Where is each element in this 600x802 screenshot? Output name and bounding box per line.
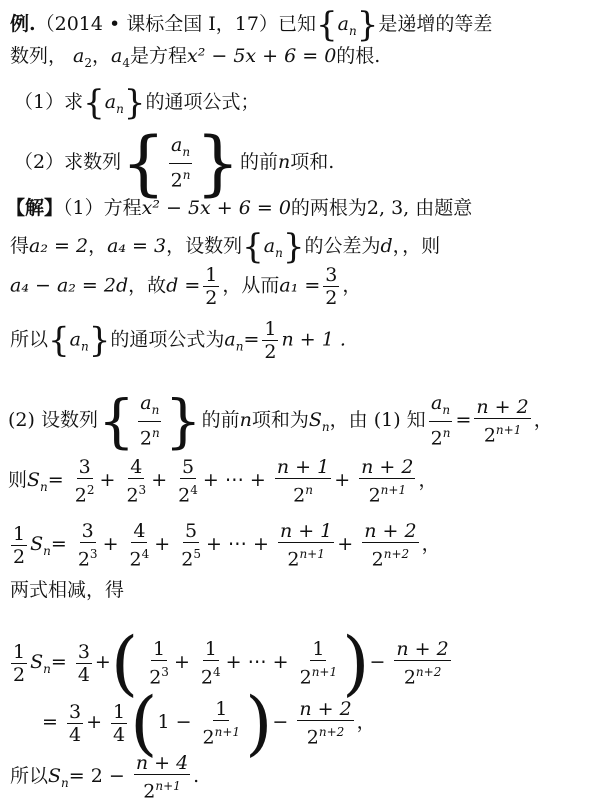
fraction: $\frac{3}{2^2}$ (74, 456, 95, 507)
fraction: $\frac{1}{2^4}$ (200, 637, 221, 689)
fraction: $\frac{n + 4}{2^{n+1}}$ (135, 752, 189, 802)
fraction: $\frac{a_n}{2^n}$ (139, 392, 160, 450)
problem-line-1: 例.（2014 • 课标全国 I，17）已知$\{a_n\}$是递增的等差 (10, 5, 493, 45)
solution-line-3: a₄ − a₂ = 2d，故d = $\frac{1}{2}$ ，从而a₁ = $\frac{3}{2}$ ， (10, 264, 362, 309)
solution-line-10: = $\frac{3}{4}$ + $\frac{1}{4}$ (1 − $\frac{1}{2^{n+1}}$ )− $\frac{n + 2}{2^{n+2}}$ ， (42, 682, 376, 764)
problem-source: （2014 • 课标全国 I，17） (35, 13, 278, 35)
fraction: $\frac{1}{2^{n+1}}$ (299, 637, 338, 689)
solution-line-2: 得a₂ = 2，a₄ = 3，设数列$\{a_n\}$的公差为d，，则 (10, 227, 441, 267)
solution-line-4: 所以$\{a_n\}$的通项公式为$a_n=$ $\frac{1}{2}$ n + 1 . (10, 318, 346, 363)
fraction: $\frac{n + 2}{2^{n+2}}$ (299, 697, 352, 749)
fraction: $\frac{a_n}{2^n}$ (430, 392, 451, 450)
fraction: $\frac{n + 2}{2^{n+1}}$ (361, 456, 414, 507)
fraction: $\frac{1}{2}$ (205, 264, 218, 309)
example-label: 例. (10, 13, 36, 35)
solution-line-5: (2) 设数列{ $\frac{a_n}{2^n}$ }的前n项和为$S_n$，由 (1) 知 $\frac{a_n}{2^n}$ = $\frac{n + 2}{2^{n+1}}$ ， (8, 387, 553, 455)
solution-tag: 【解】 (6, 197, 64, 219)
question-1: （1）求$\{a_n\}$的通项公式； (14, 83, 260, 123)
solution-line-7: $\frac{1}{2}$ $S_n=$ $\frac{3}{2^3}$ + $\frac{4}{2^4}$ + $\frac{5}{2^5}$ + ⋯ + $\frac{n + 1}{2^{n+1}}$ + $\frac{n + 2}{2^{n+2}}$ ， (13, 520, 441, 571)
fraction: $\frac{1}{2}$ (13, 640, 26, 686)
fraction: $\frac{n + 2}{2^{n+2}}$ (364, 520, 417, 571)
fraction: $\frac{1}{2^3}$ (149, 637, 169, 689)
solution-line-6: 则$S_n=$ $\frac{3}{2^2}$ + $\frac{4}{2^3}$ + $\frac{5}{2^4}$ + ⋯ + $\frac{n + 1}{2^n}$ + $\frac{n + 2}{2^{n+1}}$ ， (8, 456, 438, 507)
fraction: $\frac{4}{2^4}$ (129, 520, 150, 571)
problem-line-2: 数列， $a_2$，$a_4$是方程x² − 5x + 6 = 0的根. (10, 45, 381, 70)
question-2: （2）求数列{ $\frac{a_n}{2^n}$ }的前n项和. (14, 122, 335, 204)
fraction: $\frac{n + 1}{2^n}$ (276, 456, 330, 507)
fraction: $\frac{1}{2^{n+1}}$ (202, 697, 241, 749)
fraction: $\frac{5}{2^5}$ (181, 520, 201, 571)
fraction: $\frac{3}{4}$ (68, 700, 82, 746)
fraction: $\frac{1}{2}$ (13, 522, 26, 568)
fraction: $\frac{4}{2^3}$ (126, 456, 147, 507)
fraction: $\frac{n + 1}{2^{n+1}}$ (279, 520, 333, 571)
fraction: $\frac{n + 2}{2^{n+2}}$ (396, 637, 449, 689)
fraction: $\frac{a_n}{2^n}$ (170, 134, 191, 192)
fraction: $\frac{3}{2^3}$ (77, 520, 98, 571)
solution-line-8: 两式相减，得 (10, 579, 125, 601)
fraction: $\frac{n + 2}{2^{n+1}}$ (476, 395, 529, 447)
fraction: $\frac{5}{2^4}$ (178, 456, 198, 507)
fraction: $\frac{1}{4}$ (113, 700, 126, 746)
fraction: $\frac{3}{2}$ (325, 264, 338, 309)
solution-line-9: $\frac{1}{2}$ $S_n=$ $\frac{3}{4}$ +( $\frac{1}{2^3}$ + $\frac{1}{2^4}$ + ⋯ + $\frac{1}{2^{n+1}}$ )− $\frac{n + 2}{2^{n+2}}$ (13, 622, 449, 704)
solution-line-1: 【解】（1）方程x² − 5x + 6 = 0的两根为2, 3, 由题意 (6, 197, 473, 219)
solution-line-11: 所以$S_n= 2$ − $\frac{n + 4}{2^{n+1}}$ . (10, 752, 200, 802)
fraction: $\frac{3}{4}$ (77, 640, 90, 686)
fraction: $\frac{1}{2}$ (264, 318, 277, 363)
quadratic-equation: x² − 5x + 6 = 0 (186, 45, 337, 67)
